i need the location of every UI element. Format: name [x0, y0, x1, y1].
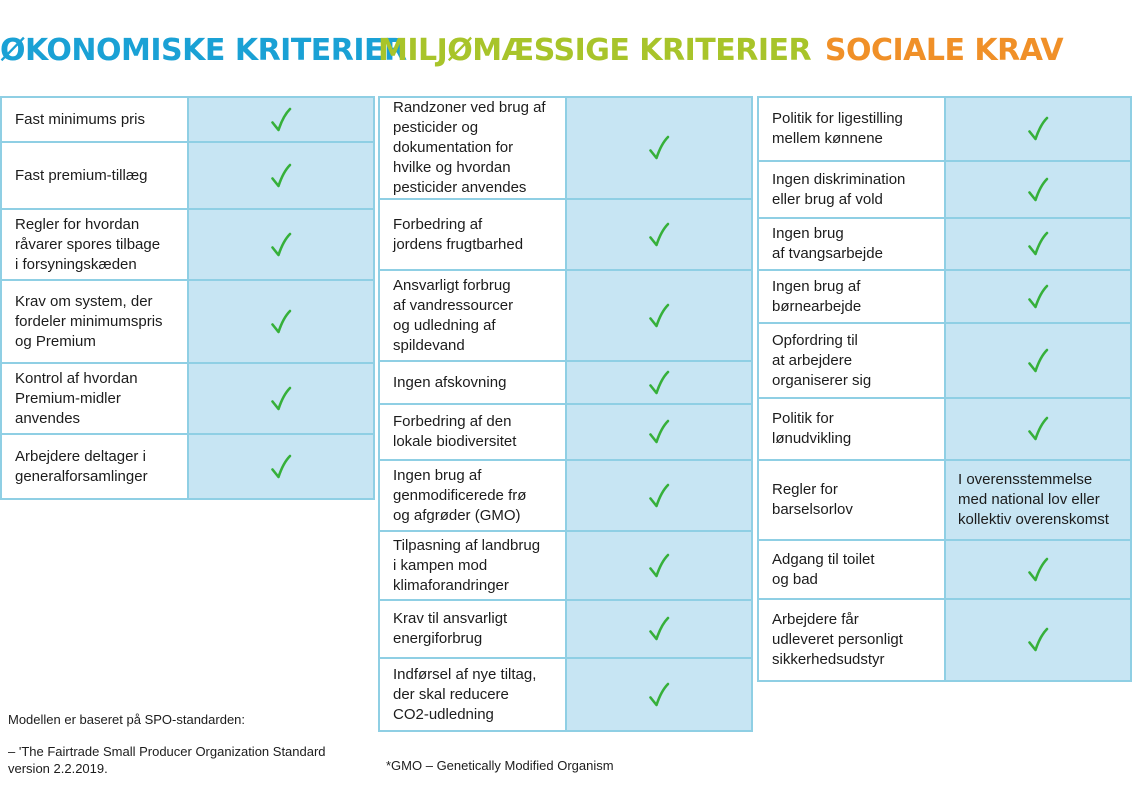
criteria-value-cell — [567, 200, 751, 269]
criteria-value-cell — [567, 405, 751, 459]
criteria-row — [2, 210, 373, 281]
criteria-value-cell — [567, 98, 751, 198]
criteria-value-cell — [189, 281, 373, 362]
criteria-row — [759, 162, 1130, 219]
standard-source-note: – 'The Fairtrade Small Producer Organization Standard version 2.2.2019. — [8, 744, 326, 776]
model-basis-note: Modellen er baseret på SPO-standarden: — [8, 712, 246, 727]
criteria-row — [2, 281, 373, 364]
criteria-label: Ingen diskrimination eller brug af vold — [759, 162, 946, 217]
criteria-value-cell — [567, 601, 751, 657]
criteria-label: Ingen afskovning — [380, 362, 567, 403]
checkmark-icon — [270, 232, 292, 258]
social-requirements-table — [757, 96, 1132, 682]
gmo-footnote: *GMO – Genetically Modified Organism — [386, 758, 614, 773]
criteria-label: Forbedring af den lokale biodiversitet — [380, 405, 567, 459]
criteria-label: Politik for lønudvikling — [759, 399, 946, 459]
criteria-label: Opfordring til at arbejdere organiserer sig — [759, 324, 946, 397]
criteria-label: Regler for hvordan råvarer spores tilbage i forsyningskæden — [2, 210, 189, 279]
criteria-row — [759, 399, 1130, 461]
criteria-row — [2, 364, 373, 435]
criteria-label: Fast minimums pris — [2, 98, 189, 141]
checkmark-icon — [648, 483, 670, 509]
criteria-label: Ingen brug af genmodificerede frø og afgrøder (GMO) — [380, 461, 567, 530]
criteria-row — [759, 461, 1130, 541]
criteria-row — [2, 435, 373, 498]
criteria-value-cell — [567, 461, 751, 530]
criteria-row — [759, 600, 1130, 680]
criteria-value-cell — [946, 541, 1130, 598]
criteria-value-cell — [189, 364, 373, 433]
checkmark-icon — [648, 682, 670, 708]
checkmark-icon — [1027, 416, 1049, 442]
criteria-label: Arbejdere får udleveret personligt sikkerhedsudstyr — [759, 600, 946, 680]
checkmark-icon — [270, 107, 292, 133]
criteria-row — [2, 98, 373, 143]
criteria-label: Randzoner ved brug af pesticider og dokumentation for hvilke og hvordan pesticider anvendes — [380, 98, 567, 198]
criteria-row — [380, 200, 751, 271]
criteria-label: Fast premium-tillæg — [2, 143, 189, 208]
criteria-value-cell — [567, 659, 751, 730]
economic-criteria-title: ØKONOMISKE KRITERIER — [0, 33, 407, 68]
criteria-label: Krav til ansvarligt energiforbrug — [380, 601, 567, 657]
criteria-row — [380, 98, 751, 200]
checkmark-icon — [1027, 348, 1049, 374]
checkmark-icon — [270, 309, 292, 335]
criteria-row — [759, 98, 1130, 162]
checkmark-icon — [1027, 284, 1049, 310]
criteria-value-cell — [189, 210, 373, 279]
criteria-value-cell — [189, 143, 373, 208]
environmental-criteria-title: MILJØMÆSSIGE KRITERIER — [378, 33, 812, 68]
checkmark-icon — [1027, 177, 1049, 203]
checkmark-icon — [648, 303, 670, 329]
checkmark-icon — [648, 135, 670, 161]
checkmark-icon — [648, 553, 670, 579]
criteria-label: Ansvarligt forbrug af vandressourcer og udledning af spildevand — [380, 271, 567, 360]
criteria-label: Kontrol af hvordan Premium-midler anvendes — [2, 364, 189, 433]
checkmark-icon — [648, 419, 670, 445]
criteria-value-cell — [189, 435, 373, 498]
criteria-label: Ingen brug af børnearbejde — [759, 271, 946, 322]
checkmark-icon — [1027, 627, 1049, 653]
checkmark-icon — [1027, 231, 1049, 257]
criteria-value-cell — [946, 600, 1130, 680]
checkmark-icon — [648, 222, 670, 248]
criteria-value-cell — [946, 324, 1130, 397]
checkmark-icon — [270, 386, 292, 412]
criteria-label: Forbedring af jordens frugtbarhed — [380, 200, 567, 269]
criteria-value-cell — [189, 98, 373, 141]
criteria-row — [759, 541, 1130, 600]
criteria-row — [759, 271, 1130, 324]
criteria-label: Politik for ligestilling mellem kønnene — [759, 98, 946, 160]
criteria-value-cell — [946, 461, 1130, 539]
criteria-label: Krav om system, der fordeler minimumspris og Premium — [2, 281, 189, 362]
maternity-rules-value: I overensstemmelse med national lov eller kollektiv overenskomst — [958, 471, 1109, 528]
criteria-row — [759, 219, 1130, 271]
criteria-value-cell — [567, 271, 751, 360]
criteria-row — [380, 532, 751, 601]
criteria-row — [380, 601, 751, 659]
checkmark-icon — [270, 454, 292, 480]
checkmark-icon — [648, 616, 670, 642]
criteria-row — [380, 271, 751, 362]
criteria-row — [380, 405, 751, 461]
criteria-value-cell — [946, 219, 1130, 269]
checkmark-icon — [270, 163, 292, 189]
criteria-label: Adgang til toilet og bad — [759, 541, 946, 598]
economic-criteria-table — [0, 96, 375, 500]
criteria-row — [380, 461, 751, 532]
criteria-value-cell — [946, 162, 1130, 217]
criteria-row — [759, 324, 1130, 399]
checkmark-icon — [648, 370, 670, 396]
checkmark-icon — [1027, 557, 1049, 583]
criteria-row — [380, 659, 751, 730]
criteria-label: Indførsel af nye tiltag, der skal reducere CO2-udledning — [380, 659, 567, 730]
criteria-value-cell — [567, 532, 751, 599]
criteria-label: Arbejdere deltager i generalforsamlinger — [2, 435, 189, 498]
criteria-label: Ingen brug af tvangsarbejde — [759, 219, 946, 269]
social-requirements-title: SOCIALE KRAV — [824, 33, 1064, 68]
criteria-value-cell — [946, 98, 1130, 160]
criteria-value-cell — [567, 362, 751, 403]
environmental-criteria-table — [378, 96, 753, 732]
checkmark-icon — [1027, 116, 1049, 142]
criteria-label: Tilpasning af landbrug i kampen mod klimaforandringer — [380, 532, 567, 599]
criteria-value-cell — [946, 271, 1130, 322]
criteria-label: Regler for barselsorlov — [759, 461, 946, 539]
criteria-row — [380, 362, 751, 405]
criteria-row — [2, 143, 373, 210]
criteria-value-cell — [946, 399, 1130, 459]
